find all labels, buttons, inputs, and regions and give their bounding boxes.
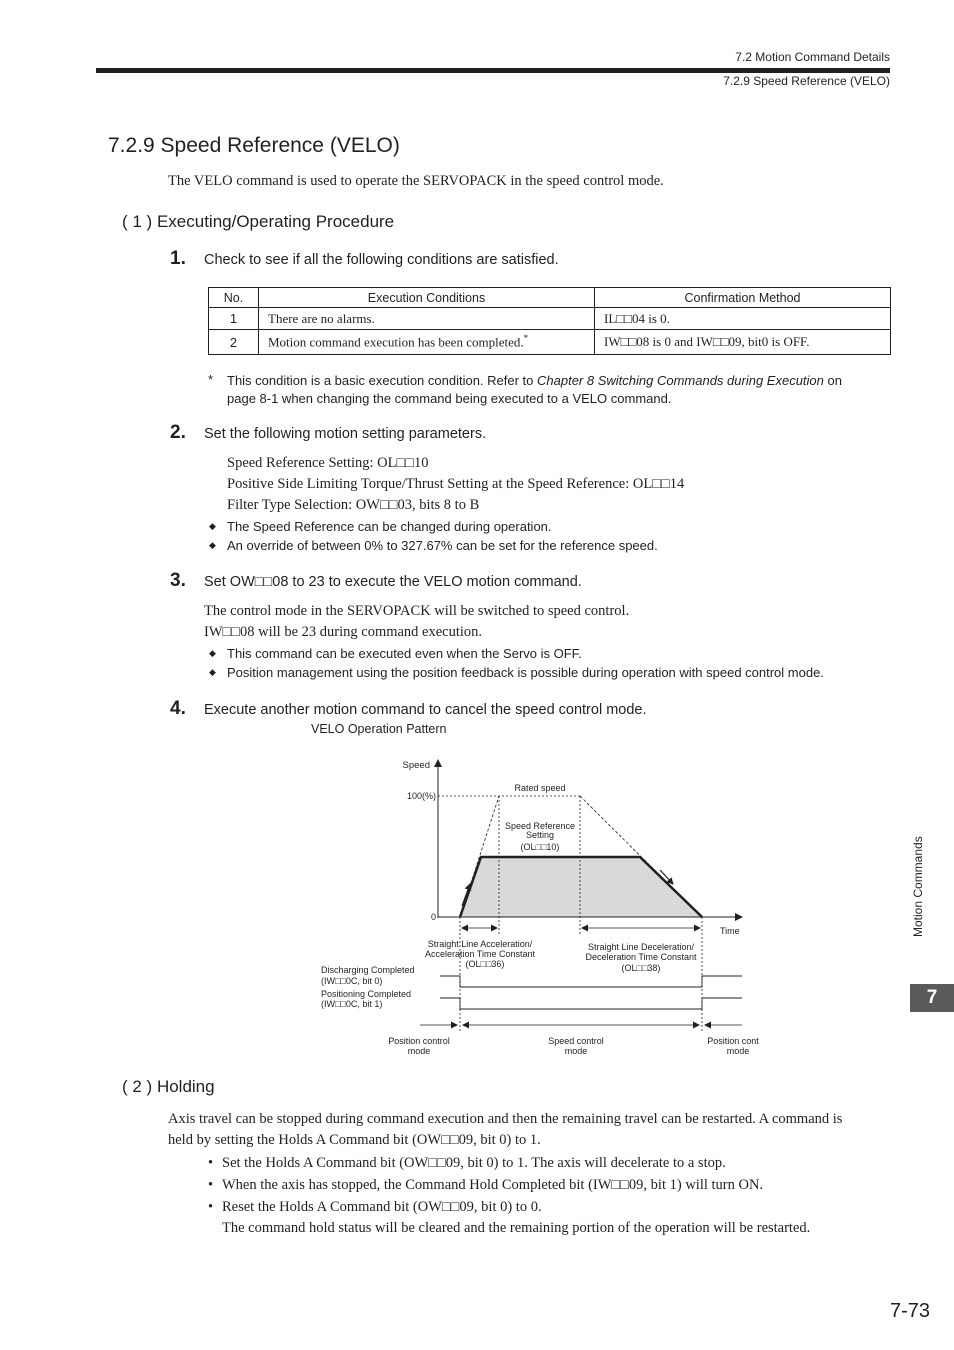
running-header-section: 7.2.9 Speed Reference (VELO) — [723, 74, 890, 88]
step-3-text: Set OW□□08 to 23 to execute the VELO motion command. — [204, 574, 582, 590]
parameter-item: Positive Side Limiting Torque/Thrust Setting at the Speed Reference: OL□□14 — [227, 476, 685, 492]
list-item-text: This command can be executed even when the Servo is OFF. — [227, 646, 582, 661]
speed-ref-label-1: Speed Reference — [504, 821, 576, 831]
discharging-label-1: Discharging Completed — [321, 965, 415, 975]
table-header-conditions: Execution Conditions — [259, 288, 595, 308]
chapter-tab[interactable]: 7 — [910, 984, 954, 1012]
accel-label-1: Straight Line Acceleration/ — [427, 939, 533, 949]
footnote-reference-link[interactable]: Chapter 8 Switching Commands during Execution — [537, 373, 824, 388]
speed-profile-area — [460, 857, 702, 917]
footnote-line2: page 8-1 when changing the command being executed to a VELO command. — [227, 391, 672, 406]
list-item-text: The Speed Reference can be changed during operation. — [227, 519, 552, 534]
section-title: 7.2.9 Speed Reference (VELO) — [108, 134, 400, 157]
bullet-icon: ◆ — [209, 540, 216, 550]
step-1-number: 1. — [170, 248, 186, 269]
table-cell-confirmation: IW□□08 is 0 and IW□□09, bit0 is OFF. — [595, 330, 891, 355]
paragraph-line: held by setting the Holds A Command bit (OW□□09, bit 0) to 1. — [168, 1132, 541, 1148]
section-intro: The VELO command is used to operate the SERVOPACK in the speed control mode. — [168, 173, 664, 189]
speed-axis-label: Speed — [402, 760, 430, 771]
paragraph-line: Axis travel can be stopped during command execution and then the remaining travel can be restarted. A command is — [168, 1111, 843, 1127]
list-item-text: Reset the Holds A Command bit (OW□□09, bit 0) to 0. — [222, 1199, 542, 1215]
subsection-2-title: ( 2 ) Holding — [122, 1077, 215, 1096]
bullet-icon: • — [208, 1177, 214, 1193]
holding-bullet-list — [208, 1153, 810, 1239]
percent-label: 100(%) — [406, 791, 436, 801]
table-cell-no: 2 — [209, 330, 259, 355]
step-2-text: Set the following motion setting parameters. — [204, 426, 487, 442]
running-header-chapter: 7.2 Motion Command Details — [735, 50, 890, 64]
side-chapter-label: Motion Commands — [911, 836, 925, 937]
list-item-text: Set the Holds A Command bit (OW□□09, bit 0) to 1. The axis will decelerate to a stop. — [222, 1155, 726, 1171]
mode-left-label-2: mode — [407, 1046, 431, 1056]
holding-paragraph — [168, 1109, 888, 1151]
discharging-label-2: (IW□□0C, bit 0) — [321, 976, 383, 986]
time-axis-label: Time — [720, 926, 740, 936]
list-item — [208, 1175, 810, 1196]
discharging-signal — [440, 976, 742, 987]
rated-speed-label: Rated speed — [514, 783, 566, 793]
step-4-text: Execute another motion command to cancel the speed control mode. — [204, 702, 647, 718]
table-cell-condition: There are no alarms. — [259, 308, 595, 330]
accel-label-2: Acceleration Time Constant — [424, 949, 536, 959]
description-line: IW□□08 will be 23 during command execution. — [204, 624, 483, 640]
footnote-pre: This condition is a basic execution condition. Refer to — [227, 373, 538, 388]
mode-right-label-1: Position cont — [707, 1036, 759, 1046]
bullet-icon: ◆ — [209, 667, 216, 677]
description-line: The control mode in the SERVOPACK will be switched to speed control. — [204, 603, 630, 619]
table-cell-no: 1 — [209, 308, 259, 330]
decel-label-2: Deceleration Time Constant — [585, 952, 697, 962]
speed-ref-label-2: Setting — [525, 830, 555, 840]
list-item — [208, 1197, 810, 1218]
parameter-item: Filter Type Selection: OW□□03, bits 8 to B — [227, 497, 480, 513]
table-cell-confirmation: IL□□04 is 0. — [595, 308, 891, 330]
table-header-no: No. — [209, 288, 259, 308]
accel-label-3: (OL□□36) — [465, 959, 505, 969]
bullet-icon: ◆ — [209, 521, 216, 531]
list-item-text: An override of between 0% to 327.67% can be set for the reference speed. — [227, 538, 658, 553]
footnote-marker: * — [523, 333, 529, 344]
bullet-icon: ◆ — [209, 648, 216, 658]
parameter-item: Speed Reference Setting: OL□□10 — [227, 455, 429, 471]
mode-mid-label-1: Speed control — [548, 1036, 604, 1046]
list-item-text: Position management using the position feedback is possible during operation with speed control mode. — [227, 665, 824, 680]
page-number: 7-73 — [889, 1300, 930, 1322]
diagram-caption: VELO Operation Pattern — [311, 722, 447, 736]
list-item-text: When the axis has stopped, the Command Hold Completed bit (IW□□09, bit 1) will turn ON. — [222, 1177, 764, 1193]
mode-mid-label-2: mode — [564, 1046, 588, 1056]
subsection-1-title: ( 1 ) Executing/Operating Procedure — [122, 212, 395, 231]
list-item-continuation: The command hold status will be cleared and the remaining portion of the operation will be restarted. — [222, 1220, 811, 1236]
step-1-text: Check to see if all the following conditions are satisfied. — [204, 252, 559, 268]
positioning-label-1: Positioning Completed — [321, 989, 412, 999]
decel-label-1: Straight Line Deceleration/ — [587, 942, 695, 952]
mode-left-label-1: Position control — [388, 1036, 450, 1046]
list-item — [208, 1153, 810, 1174]
table-header-confirmation: Confirmation Method — [595, 288, 891, 308]
step-4-number: 4. — [170, 698, 186, 719]
positioning-label-2: (IW□□0C, bit 1) — [321, 999, 383, 1009]
condition-text: Motion command execution has been completed. — [268, 334, 524, 350]
bullet-icon: • — [208, 1155, 214, 1171]
footnote-mark: * — [208, 372, 214, 387]
step-3-number: 3. — [170, 570, 186, 591]
bullet-icon: • — [208, 1199, 214, 1215]
speed-ref-label-3: (OL□□10) — [520, 842, 560, 852]
zero-label: 0 — [430, 912, 436, 922]
positioning-signal — [440, 998, 742, 1009]
step-2-number: 2. — [170, 422, 186, 443]
decel-label-3: (OL□□38) — [621, 963, 661, 973]
mode-right-label-2: mode — [726, 1046, 750, 1056]
footnote-post: on — [823, 373, 842, 388]
